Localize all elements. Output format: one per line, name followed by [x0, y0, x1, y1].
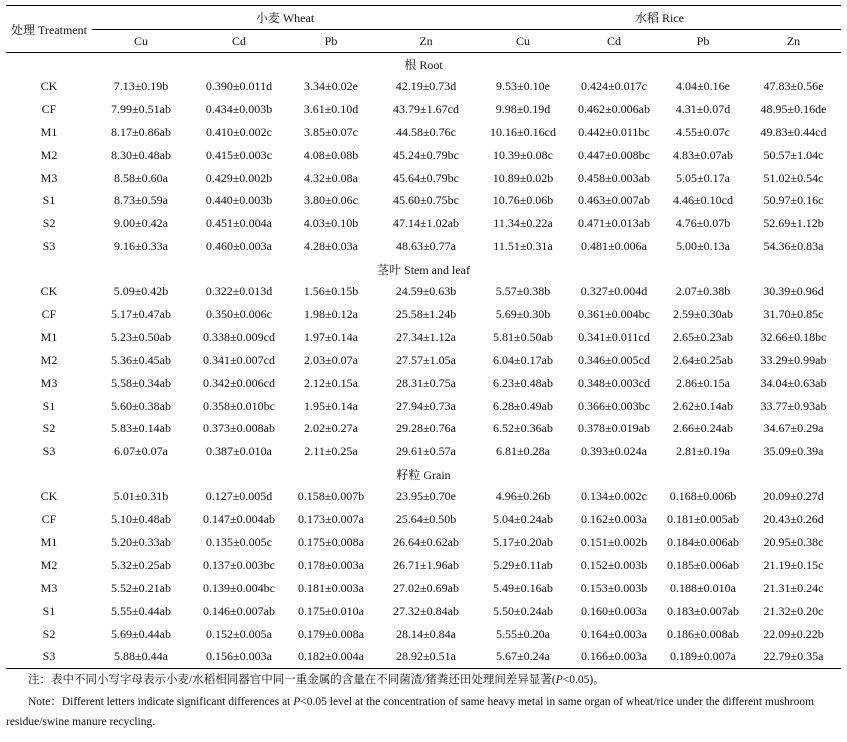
value-cell: 9.16±0.33a [114, 239, 168, 254]
value-cell: 26.64±0.62ab [393, 534, 459, 549]
rice-header: 水稻 Rice [478, 6, 841, 30]
value-cell: 5.55±0.44ab [111, 603, 171, 618]
header-row-metals [6, 30, 841, 53]
metal-header: Pb [660, 30, 746, 53]
value-cell: 0.181±0.003a [298, 580, 364, 595]
value-cell: 6.04±0.17ab [493, 352, 553, 367]
value-cell: 45.60±0.75bc [393, 193, 459, 208]
value-cell: 0.378±0.019ab [578, 421, 650, 436]
note-en-text: Note：Different letters indicate significant differences at [28, 696, 294, 708]
value-cell: 35.09±0.39a [763, 444, 824, 459]
value-cell: 4.96±0.26b [495, 489, 551, 504]
value-cell: 0.387±0.010a [206, 444, 272, 459]
value-cell: 5.58±0.34ab [111, 375, 171, 390]
value-cell: 5.29±0.11ab [493, 557, 553, 572]
value-cell: 27.94±0.73a [396, 398, 456, 413]
table-row [6, 326, 841, 349]
value-cell: 3.80±0.06c [304, 193, 358, 208]
treatment-cell: CF [41, 306, 57, 321]
value-cell: 6.07±0.07a [114, 444, 168, 459]
table-row [6, 531, 841, 554]
value-cell: 0.451±0.004a [206, 216, 272, 231]
value-cell: 1.98±0.12a [304, 306, 358, 321]
value-cell: 5.81±0.50ab [493, 329, 553, 344]
value-cell: 0.152±0.005a [206, 626, 272, 641]
value-cell: 5.32±0.25ab [111, 557, 171, 572]
value-cell: 0.127±0.005d [205, 489, 273, 504]
value-cell: 0.341±0.007cd [203, 352, 275, 367]
value-cell: 24.59±0.63b [395, 284, 457, 299]
value-cell: 47.83±0.56e [763, 78, 824, 93]
value-cell: 5.10±0.48ab [111, 512, 171, 527]
treatment-cell: M2 [40, 352, 58, 367]
value-cell: 52.69±1.12b [763, 216, 824, 231]
value-cell: 50.97±0.16c [763, 193, 824, 208]
value-cell: 0.361±0.004bc [578, 306, 650, 321]
value-cell: 8.73±0.59a [114, 193, 168, 208]
value-cell: 6.23±0.48ab [493, 375, 553, 390]
value-cell: 0.415±0.003c [206, 147, 272, 162]
value-cell: 0.342±0.006cd [203, 375, 275, 390]
value-cell: 44.58±0.76c [396, 124, 456, 139]
value-cell: 1.56±0.15b [303, 284, 359, 299]
value-cell: 0.147±0.004ab [203, 512, 275, 527]
value-cell: 5.69±0.30b [495, 306, 551, 321]
value-cell: 51.02±0.54c [763, 170, 824, 185]
value-cell: 0.166±0.003a [568, 645, 660, 668]
value-cell: 2.03±0.07a [304, 352, 358, 367]
value-cell: 5.57±0.38b [495, 284, 551, 299]
value-cell: 4.46±0.10cd [673, 193, 733, 208]
value-cell: 4.04±0.16e [676, 78, 730, 93]
value-cell: 33.29±0.99ab [760, 352, 827, 367]
value-cell: 4.32±0.08a [304, 170, 358, 185]
value-cell: 0.390±0.011d [205, 78, 273, 93]
value-cell: 54.36±0.83a [763, 239, 824, 254]
value-cell: 0.162±0.003a [581, 512, 647, 527]
value-cell: 0.178±0.003a [298, 557, 364, 572]
value-cell: 10.89±0.02b [492, 170, 554, 185]
value-cell: 0.442±0.011bc [578, 124, 650, 139]
value-cell: 0.327±0.004d [580, 284, 648, 299]
value-cell: 0.164±0.003a [581, 626, 647, 641]
value-cell: 8.17±0.86ab [111, 124, 171, 139]
value-cell: 30.39±0.96d [763, 284, 824, 299]
value-cell: 0.366±0.003bc [578, 398, 650, 413]
treatment-cell: S1 [42, 603, 56, 618]
value-cell: 2.02±0.27a [304, 421, 358, 436]
table-row [6, 645, 841, 668]
value-cell: 0.481±0.006a [581, 239, 647, 254]
treatment-cell: S2 [42, 216, 56, 231]
table-row [6, 600, 841, 623]
value-cell: 5.55±0.20a [496, 626, 550, 641]
value-cell: 0.429±0.002b [205, 170, 273, 185]
value-cell: 2.07±0.38b [675, 284, 731, 299]
value-cell: 0.338±0.009cd [203, 329, 275, 344]
value-cell: 4.03±0.10b [303, 216, 359, 231]
value-cell: 0.440±0.003b [205, 193, 273, 208]
value-cell: 0.153±0.003b [580, 580, 648, 595]
treatment-cell: M1 [40, 534, 58, 549]
value-cell: 0.173±0.007a [298, 512, 364, 527]
value-cell: 11.34±0.22a [493, 216, 553, 231]
table-body [6, 53, 841, 669]
treatment-cell: S3 [6, 645, 92, 668]
value-cell: 0.350±0.006c [206, 306, 272, 321]
section-row [6, 53, 841, 76]
value-cell: 8.58±0.60a [114, 170, 168, 185]
section-row [6, 463, 841, 485]
note-chinese [6, 670, 841, 690]
value-cell: 27.02±0.69ab [393, 580, 459, 595]
value-cell: 0.181±0.005ab [667, 512, 739, 527]
table-row [6, 121, 841, 144]
value-cell: 48.63±0.77a [396, 239, 456, 254]
value-cell: 0.175±0.008a [298, 534, 364, 549]
table-row [6, 303, 841, 326]
value-cell: 5.60±0.38ab [111, 398, 171, 413]
value-cell: 9.53±0.10e [496, 78, 550, 93]
header-row-crops [6, 6, 841, 30]
metal-header: Cu [478, 30, 568, 53]
treatment-cell: M2 [40, 557, 58, 572]
value-cell: 0.410±0.002c [206, 124, 272, 139]
value-cell: 0.183±0.007ab [667, 603, 739, 618]
table-row [6, 395, 841, 418]
value-cell: 0.434±0.003b [205, 101, 273, 116]
value-cell: 2.11±0.25a [304, 444, 358, 459]
value-cell: 10.76±0.06b [492, 193, 554, 208]
value-cell: 0.139±0.004bc [203, 580, 275, 595]
value-cell: 5.05±0.17a [676, 170, 730, 185]
value-cell: 0.168±0.006b [669, 489, 737, 504]
metal-header: Zn [374, 30, 478, 53]
treatment-cell: S2 [42, 626, 56, 641]
value-cell: 0.348±0.003cd [578, 375, 650, 390]
metal-header: Zn [746, 30, 841, 53]
value-cell: 0.463±0.007ab [578, 193, 650, 208]
value-cell: 5.04±0.24ab [493, 512, 553, 527]
value-cell: 7.99±0.51ab [111, 101, 171, 116]
table-row [6, 144, 841, 167]
table-row [6, 554, 841, 577]
value-cell: 0.146±0.007ab [203, 603, 275, 618]
value-cell: 22.09±0.22b [763, 626, 824, 641]
value-cell: 33.77±0.93ab [760, 398, 827, 413]
value-cell: 0.460±0.003a [206, 239, 272, 254]
table-row [6, 577, 841, 600]
value-cell: 3.34±0.02e [304, 78, 358, 93]
value-cell: 0.135±0.005c [206, 534, 272, 549]
value-cell: 2.81±0.19a [676, 444, 730, 459]
metal-header: Pb [288, 30, 374, 53]
value-cell: 0.322±0.013d [205, 284, 273, 299]
metal-header: Cd [568, 30, 660, 53]
value-cell: 28.14±0.84a [396, 626, 456, 641]
value-cell: 34.67±0.29a [763, 421, 824, 436]
table-row [6, 235, 841, 258]
note-en-p: P [293, 696, 301, 708]
value-cell: 4.55±0.07c [676, 124, 730, 139]
value-cell: 3.61±0.10d [303, 101, 359, 116]
value-cell: 20.95±0.38c [763, 534, 824, 549]
value-cell: 0.156±0.003a [190, 645, 288, 668]
value-cell: 22.79±0.35a [746, 645, 841, 668]
metal-header: Cd [190, 30, 288, 53]
table-row [6, 75, 841, 98]
table-row [6, 508, 841, 531]
value-cell: 20.09±0.27d [763, 489, 824, 504]
value-cell: 6.81±0.28a [496, 444, 550, 459]
value-cell: 4.31±0.07d [675, 101, 731, 116]
treatment-cell: M1 [40, 329, 58, 344]
table-row [6, 349, 841, 372]
treatment-cell: CF [41, 512, 57, 527]
section-row [6, 258, 841, 280]
value-cell: 1.95±0.14a [304, 398, 358, 413]
treatment-cell: M3 [40, 580, 58, 595]
value-cell: 25.58±1.24b [395, 306, 457, 321]
value-cell: 27.34±1.12a [396, 329, 456, 344]
value-cell: 0.188±0.010a [670, 580, 736, 595]
value-cell: 50.57±1.04c [763, 147, 824, 162]
value-cell: 5.09±0.42b [113, 284, 169, 299]
value-cell: 5.23±0.50ab [111, 329, 171, 344]
value-cell: 31.70±0.85c [763, 306, 824, 321]
value-cell: 0.458±0.003ab [578, 170, 650, 185]
value-cell: 2.62±0.14ab [673, 398, 733, 413]
value-cell: 4.83±0.07ab [673, 147, 733, 162]
value-cell: 5.17±0.20ab [493, 534, 553, 549]
value-cell: 47.14±1.02ab [393, 216, 459, 231]
value-cell: 0.358±0.010bc [203, 398, 275, 413]
value-cell: 0.462±0.006ab [578, 101, 650, 116]
table-row [6, 189, 841, 212]
section-title: 籽粒 Grain [396, 467, 451, 482]
value-cell: 9.00±0.42a [114, 216, 168, 231]
value-cell: 0.182±0.004a [288, 645, 374, 668]
value-cell: 6.28±0.49ab [493, 398, 553, 413]
value-cell: 21.31±0.24c [763, 580, 824, 595]
value-cell: 5.88±0.44a [92, 645, 190, 668]
section-title: 茎叶 Stem and leaf [377, 262, 470, 277]
value-cell: 5.50±0.24ab [493, 603, 553, 618]
value-cell: 32.66±0.18bc [760, 329, 827, 344]
table-row [6, 417, 841, 440]
treatment-cell: CF [41, 101, 57, 116]
value-cell: 0.137±0.003bc [203, 557, 275, 572]
treatment-cell: M1 [40, 124, 58, 139]
treatment-cell: S1 [42, 398, 56, 413]
value-cell: 34.04±0.63ab [760, 375, 827, 390]
value-cell: 0.186±0.008ab [667, 626, 739, 641]
value-cell: 4.28±0.03a [304, 239, 358, 254]
value-cell: 3.85±0.07c [304, 124, 358, 139]
value-cell: 0.341±0.011cd [578, 329, 650, 344]
value-cell: 21.19±0.15c [763, 557, 824, 572]
value-cell: 29.61±0.57a [396, 444, 456, 459]
value-cell: 5.67±0.24a [478, 645, 568, 668]
value-cell: 2.59±0.30ab [673, 306, 733, 321]
value-cell: 10.39±0.08c [493, 147, 553, 162]
note-cn-suffix: <0.05)。 [562, 674, 605, 686]
value-cell: 0.424±0.017c [581, 78, 647, 93]
table-row [6, 372, 841, 395]
table-row [6, 623, 841, 646]
table-row [6, 98, 841, 121]
value-cell: 6.52±0.36ab [493, 421, 553, 436]
value-cell: 2.64±0.25ab [673, 352, 733, 367]
table-row [6, 485, 841, 508]
value-cell: 23.95±0.70e [396, 489, 456, 504]
value-cell: 2.86±0.15a [676, 375, 730, 390]
value-cell: 0.393±0.024a [581, 444, 647, 459]
value-cell: 5.00±0.13a [676, 239, 730, 254]
value-cell: 25.64±0.50b [395, 512, 457, 527]
value-cell: 10.16±0.16cd [490, 124, 556, 139]
value-cell: 0.134±0.002c [581, 489, 647, 504]
value-cell: 5.20±0.33ab [111, 534, 171, 549]
treatment-cell: CK [40, 489, 58, 504]
value-cell: 0.175±0.010a [298, 603, 364, 618]
value-cell: 11.51±0.31a [493, 239, 553, 254]
value-cell: 8.30±0.48ab [111, 147, 171, 162]
value-cell: 0.151±0.002b [580, 534, 648, 549]
value-cell: 1.97±0.14a [304, 329, 358, 344]
section-title: 根 Root [404, 57, 443, 72]
treatment-cell: CK [40, 284, 58, 299]
value-cell: 4.76±0.07b [675, 216, 731, 231]
treatment-cell: S3 [42, 239, 56, 254]
value-cell: 42.19±0.73d [395, 78, 457, 93]
value-cell: 7.13±0.19b [113, 78, 169, 93]
value-cell: 5.01±0.31b [113, 489, 169, 504]
value-cell: 27.57±1.05a [396, 352, 456, 367]
table-row [6, 280, 841, 303]
value-cell: 5.83±0.14ab [111, 421, 171, 436]
value-cell: 5.52±0.21ab [111, 580, 171, 595]
value-cell: 29.28±0.76a [396, 421, 456, 436]
value-cell: 28.31±0.75a [396, 375, 456, 390]
value-cell: 2.66±0.24ab [673, 421, 733, 436]
value-cell: 5.36±0.45ab [111, 352, 171, 367]
treatment-cell: S3 [42, 444, 56, 459]
value-cell: 0.158±0.007b [297, 489, 365, 504]
value-cell: 27.32±0.84ab [393, 603, 459, 618]
value-cell: 0.346±0.005cd [578, 352, 650, 367]
value-cell: 0.160±0.003a [581, 603, 647, 618]
treatment-cell: M3 [40, 375, 58, 390]
value-cell: 9.98±0.19d [495, 101, 551, 116]
value-cell: 0.185±0.006ab [667, 557, 739, 572]
treatment-cell: M3 [40, 170, 58, 185]
value-cell: 0.179±0.008a [298, 626, 364, 641]
treatment-header: 处理 Treatment [6, 6, 92, 53]
metal-header: Cu [92, 30, 190, 53]
value-cell: 26.71±1.96ab [393, 557, 459, 572]
value-cell: 43.79±1.67cd [393, 101, 459, 116]
value-cell: 0.471±0.013ab [578, 216, 650, 231]
treatment-cell: S1 [42, 193, 56, 208]
note-cn-text: 注：表中不同小写字母表示小麦/水稻相同器官中同一重金属的含量在不同菌渣/猪粪还田处理间差异显著( [28, 674, 556, 686]
table-row [6, 212, 841, 235]
value-cell: 2.12±0.15a [304, 375, 358, 390]
note-english [6, 692, 841, 732]
value-cell: 5.69±0.44ab [111, 626, 171, 641]
note-en-suffix: <0.05 level at the concentration of same heavy metal in same organ of wheat/rice under the different mushroom residue/swine manure recycling. [6, 696, 815, 728]
value-cell: 28.92±0.51a [374, 645, 478, 668]
treatment-cell: CK [40, 78, 58, 93]
value-cell: 45.24±0.79bc [393, 147, 459, 162]
heavy-metal-table [6, 5, 841, 669]
value-cell: 0.447±0.008bc [578, 147, 650, 162]
wheat-header: 小麦 Wheat [92, 6, 478, 30]
value-cell: 5.49±0.16ab [493, 580, 553, 595]
value-cell: 4.08±0.08b [303, 147, 359, 162]
value-cell: 5.17±0.47ab [111, 306, 171, 321]
value-cell: 0.373±0.008ab [203, 421, 275, 436]
value-cell: 21.32±0.20c [763, 603, 824, 618]
value-cell: 0.189±0.007a [660, 645, 746, 668]
value-cell: 0.152±0.003b [580, 557, 648, 572]
value-cell: 0.184±0.006ab [667, 534, 739, 549]
value-cell: 2.65±0.23ab [673, 329, 733, 344]
value-cell: 45.64±0.79bc [393, 170, 459, 185]
value-cell: 49.83±0.44cd [760, 124, 827, 139]
treatment-cell: S2 [42, 421, 56, 436]
value-cell: 20.43±0.26d [763, 512, 824, 527]
note-cn-p: P [555, 674, 563, 686]
value-cell: 48.95±0.16de [760, 101, 827, 116]
table-row [6, 440, 841, 463]
treatment-cell: M2 [40, 147, 58, 162]
table-row [6, 167, 841, 190]
